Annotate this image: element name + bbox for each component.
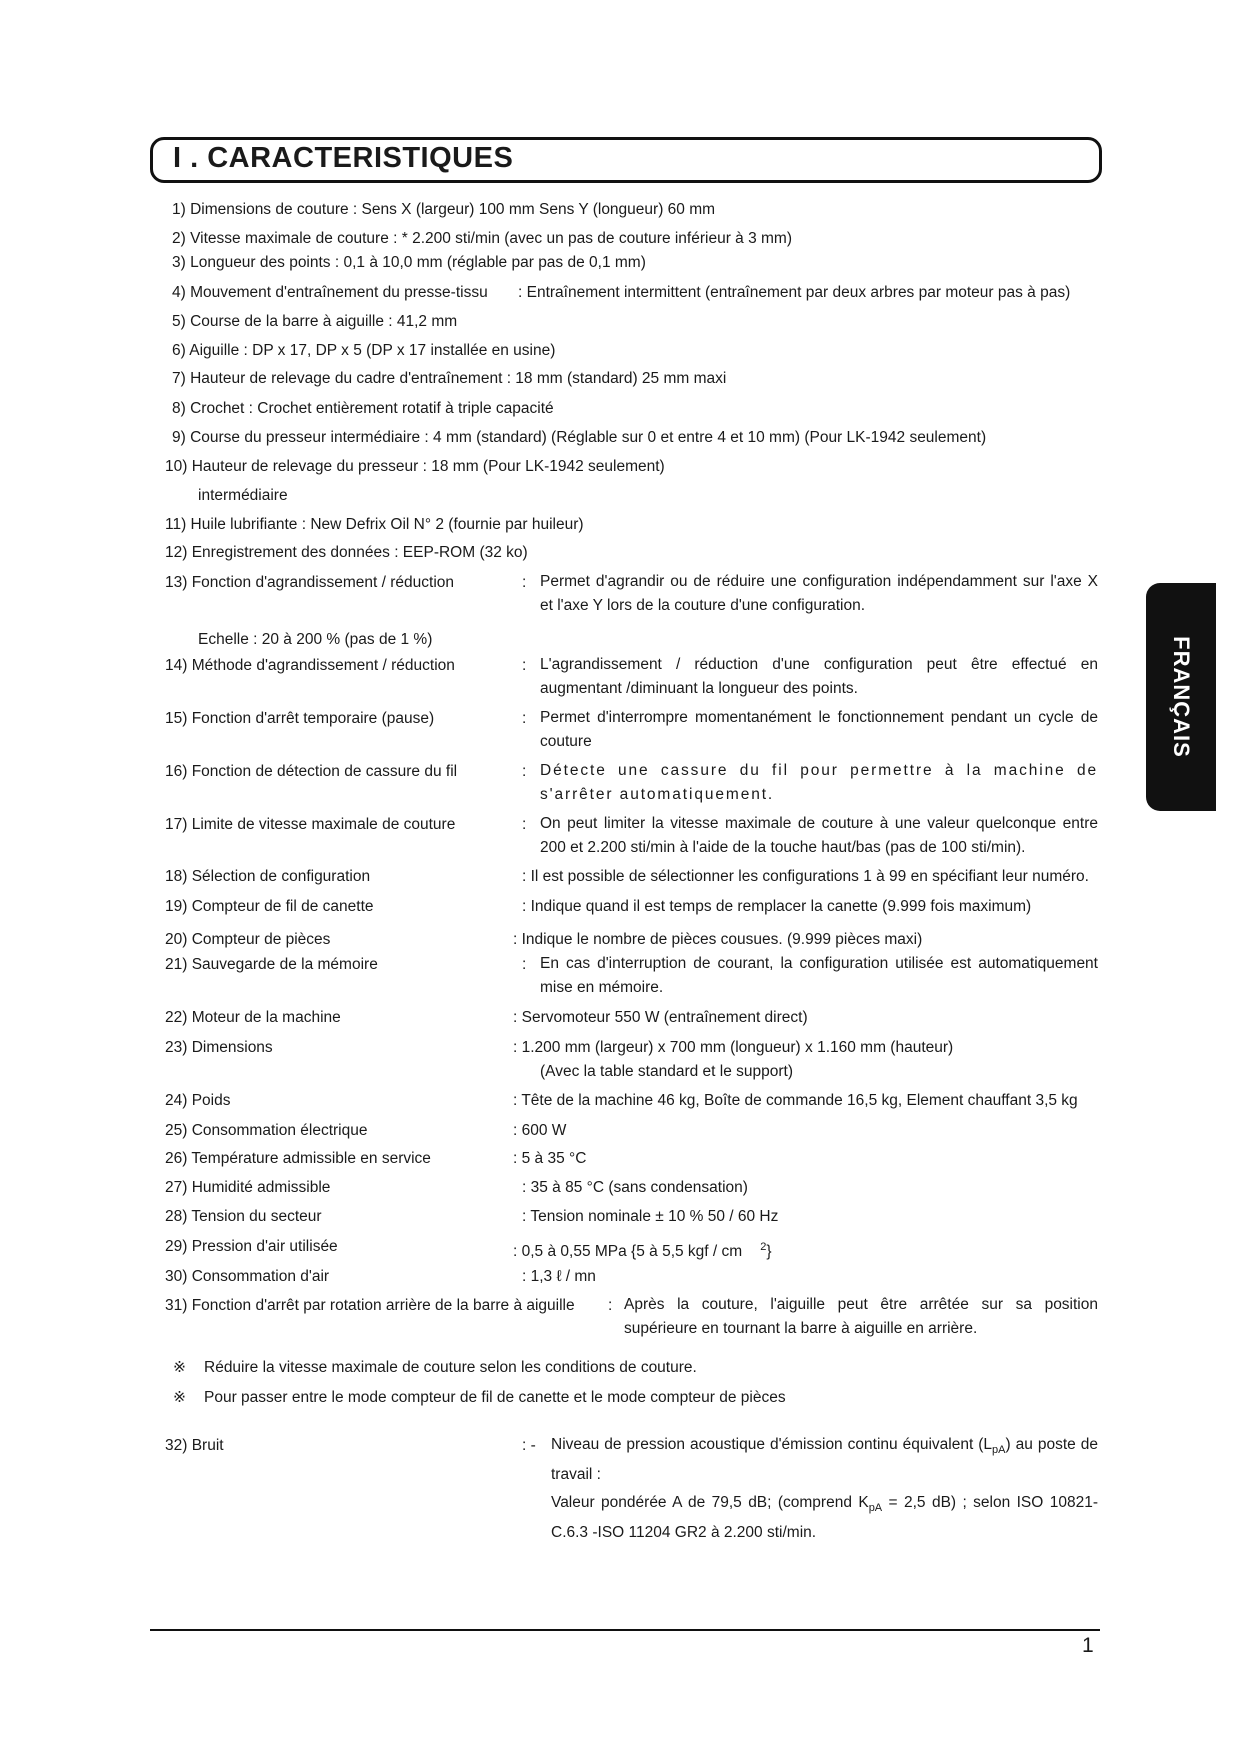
spec-8: 8) Crochet : Crochet entièrement rotatif à triple capacité [172,400,554,417]
spec-15-label: 15) Fonction d'arrêt temporaire (pause) [165,710,435,727]
noise-line-1 [551,1433,1098,1486]
spec-31-colon: : [608,1297,613,1314]
spec-31-label: 31) Fonction d'arrêt par rotation arrière de la barre à aiguille [165,1297,575,1314]
spec-14-label: 14) Méthode d'agrandissement / réduction [165,657,455,674]
spec-13-label: 13) Fonction d'agrandissement / réduction [165,574,455,591]
spec-29-value-line [513,1237,772,1262]
noise-line-2a: Valeur pondérée A de 79,5 dB; (comprend K [551,1494,869,1511]
spec-23-continued: (Avec la table standard et le support) [540,1063,794,1080]
spec-16-colon: : [522,763,527,780]
noise-line-2 [551,1491,1098,1544]
spec-25-label: 25) Consommation électrique [165,1122,368,1139]
spec-21-label: 21) Sauvegarde de la mémoire [165,956,378,973]
spec-20-label: 20) Compteur de pièces [165,931,331,948]
spec-3: 3) Longueur des points : 0,1 à 10,0 mm (réglable par pas de 0,1 mm) [172,254,646,271]
spec-13-scale: Echelle : 20 à 200 % (pas de 1 %) [198,631,433,648]
spec-21-colon: : [522,956,527,973]
section-title-box [150,137,1102,183]
spec-32-colon: : - [522,1437,536,1454]
note-1: Réduire la vitesse maximale de couture selon les conditions de couture. [204,1359,697,1376]
note-2-mark: ※ [173,1389,186,1406]
note-1-mark: ※ [173,1359,186,1376]
spec-2: 2) Vitesse maximale de couture : * 2.200 sti/min (avec un pas de couture inférieur à 3 mm) [172,230,793,247]
spec-19-value: : Indique quand il est temps de remplacer la canette (9.999 fois maximum) [522,898,1032,915]
spec-17-colon: : [522,816,527,833]
spec-13-value: Permet d'agrandir ou de réduire une configuration indépendamment sur l'axe X et l'axe Y lors de la couture d'une configuration. [540,573,1098,614]
spec-7: 7) Hauteur de relevage du cadre d'entraînement : 18 mm (standard) 25 mm maxi [172,370,727,387]
spec-22-label: 22) Moteur de la machine [165,1009,341,1026]
spec-27-label: 27) Humidité admissible [165,1179,331,1196]
spec-29-label: 29) Pression d'air utilisée [165,1238,338,1255]
spec-18-label: 18) Sélection de configuration [165,868,371,885]
noise-line-1a: Niveau de pression acoustique d'émission continu équivalent (L [551,1436,993,1453]
noise-line-2b: = 2,5 dB) ; selon ISO 10821-C.6.3 -ISO 11204 GR2 à 2.200 sti/min. [551,1494,1098,1541]
spec-14-colon: : [522,657,527,674]
spec-29-end: } [766,1243,772,1261]
spec-27-value: : 35 à 85 °C (sans condensation) [522,1179,748,1196]
spec-26-label: 26) Température admissible en service [165,1150,431,1167]
noise-line-2-sub: pA [868,1502,883,1515]
spec-15-value: Permet d'interrompre momentanément le fonctionnement pendant un cycle de couture [540,709,1098,750]
spec-29-value: : 0,5 à 0,55 MPa {5 à 5,5 kgf / cm [513,1243,743,1261]
spec-19-label: 19) Compteur de fil de canette [165,898,374,915]
noise-line-1b: ) au poste de travail : [551,1436,1098,1483]
section-title: I . CARACTERISTIQUES [173,142,514,174]
language-tab [1146,583,1216,811]
spec-23-label: 23) Dimensions [165,1039,273,1056]
spec-28-value: : Tension nominale ± 10 % 50 / 60 Hz [522,1208,779,1225]
spec-32-label: 32) Bruit [165,1437,224,1454]
spec-18-value: : Il est possible de sélectionner les configurations 1 à 99 en spécifiant leur numéro. [522,868,1089,885]
spec-1: 1) Dimensions de couture : Sens X (largeur) 100 mm Sens Y (longueur) 60 mm [172,201,716,218]
spec-10-continued: intermédiaire [198,487,288,504]
spec-11: 11) Huile lubrifiante : New Defrix Oil N° 2 (fournie par huileur) [165,516,584,533]
spec-12: 12) Enregistrement des données : EEP-ROM (32 ko) [165,544,528,561]
spec-10: 10) Hauteur de relevage du presseur : 18 mm (Pour LK-1942 seulement) [165,458,665,475]
spec-28-label: 28) Tension du secteur [165,1208,322,1225]
spec-22-value: : Servomoteur 550 W (entraînement direct) [513,1009,808,1026]
language-tab-label: FRANÇAIS [1169,636,1194,758]
spec-4-value: : Entraînement intermittent (entraînement par deux arbres par moteur pas à pas) [518,284,1071,301]
spec-24-value: : Tête de la machine 46 kg, Boîte de commande 16,5 kg, Element chauffant 3,5 kg [513,1092,1078,1109]
spec-16-label: 16) Fonction de détection de cassure du fil [165,763,458,780]
footer-rule [150,1629,1100,1631]
spec-13-colon: : [522,574,527,591]
spec-6: 6) Aiguille : DP x 17, DP x 5 (DP x 17 installée en usine) [172,342,556,359]
page-number: 1 [1082,1634,1094,1657]
note-2: Pour passer entre le mode compteur de fil de canette et le mode compteur de pièces [204,1389,786,1406]
spec-17-label: 17) Limite de vitesse maximale de couture [165,816,456,833]
spec-15-colon: : [522,710,527,727]
spec-17-value: On peut limiter la vitesse maximale de couture à une valeur quelconque entre 200 et 2.200 sti/min à l'aide de la touche haut/bas (pas de 100 sti/min). [540,815,1098,856]
spec-31-value: Après la couture, l'aiguille peut être arrêtée sur sa position supérieure en tournant la barre à aiguille en arrière. [624,1296,1098,1337]
spec-29-superscript: 2 [760,1241,767,1253]
spec-14-value: L'agrandissement / réduction d'une configuration peut être effectué en augmentant /diminuant la longueur des points. [540,656,1098,697]
spec-21-value: En cas d'interruption de courant, la configuration utilisée est automatiquement mise en mémoire. [540,955,1098,996]
spec-5: 5) Course de la barre à aiguille : 41,2 mm [172,313,458,330]
spec-30-label: 30) Consommation d'air [165,1268,330,1285]
spec-20-value: : Indique le nombre de pièces cousues. (9.999 pièces maxi) [513,931,923,948]
spec-9: 9) Course du presseur intermédiaire : 4 mm (standard) (Réglable sur 0 et entre 4 et 10 mm) (Pour LK-1942 seulement) [172,429,987,446]
spec-25-value: : 600 W [513,1122,567,1139]
spec-30-value: : 1,3 ℓ / mn [522,1268,596,1285]
spec-4-label: 4) Mouvement d'entraînement du presse-tissu [172,284,488,301]
spec-26-value: : 5 à 35 °C [513,1150,587,1167]
spec-23-value: : 1.200 mm (largeur) x 700 mm (longueur) x 1.160 mm (hauteur) [513,1039,954,1056]
spec-16-value: Détecte une cassure du fil pour permettre à la machine de s'arrêter automatiquement. [540,762,1098,803]
noise-line-1-sub: pA [992,1444,1006,1457]
spec-24-label: 24) Poids [165,1092,231,1109]
